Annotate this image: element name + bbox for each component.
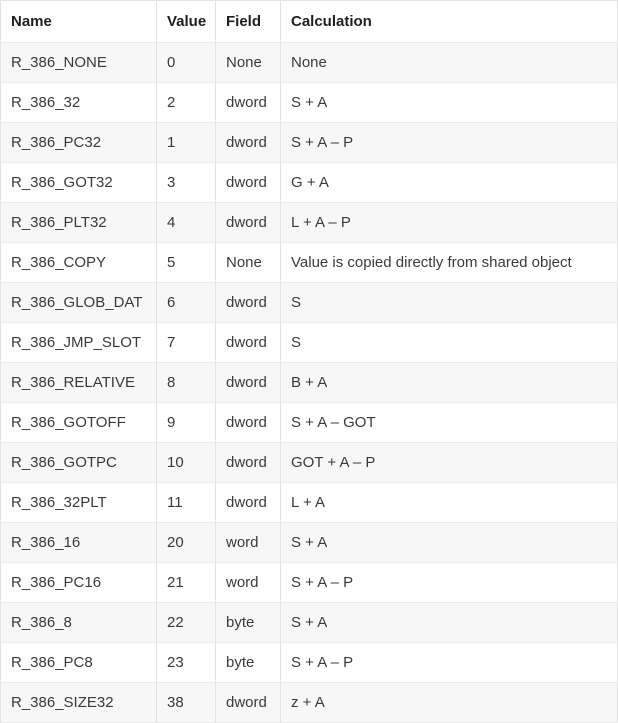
table-cell-value: 5 <box>157 243 216 283</box>
table-cell-field: None <box>216 243 281 283</box>
table-cell-field: dword <box>216 283 281 323</box>
table-row <box>1 83 618 123</box>
table-cell-calculation: S + A – P <box>281 123 618 163</box>
table-cell-name: R_386_PLT32 <box>1 203 157 243</box>
table-cell-calculation: S + A <box>281 603 618 643</box>
table-cell-calculation: S + A – P <box>281 563 618 603</box>
table-row <box>1 203 618 243</box>
table-cell-name: R_386_8 <box>1 603 157 643</box>
table-row <box>1 443 618 483</box>
table-row <box>1 43 618 83</box>
table-cell-value: 38 <box>157 683 216 723</box>
table-cell-name: R_386_GOT32 <box>1 163 157 203</box>
table-cell-field: dword <box>216 323 281 363</box>
table-cell-name: R_386_RELATIVE <box>1 363 157 403</box>
table-row <box>1 603 618 643</box>
table-row <box>1 123 618 163</box>
table-cell-field: dword <box>216 483 281 523</box>
table-cell-field: dword <box>216 123 281 163</box>
table-cell-value: 22 <box>157 603 216 643</box>
table-cell-field: dword <box>216 363 281 403</box>
table-cell-value: 21 <box>157 563 216 603</box>
table-cell-value: 23 <box>157 643 216 683</box>
table-cell-field: word <box>216 523 281 563</box>
table-cell-field: byte <box>216 643 281 683</box>
table-row <box>1 283 618 323</box>
table-cell-field: byte <box>216 603 281 643</box>
table-cell-value: 2 <box>157 83 216 123</box>
table-cell-name: R_386_PC8 <box>1 643 157 683</box>
table-cell-calculation: S + A <box>281 523 618 563</box>
table-cell-name: R_386_16 <box>1 523 157 563</box>
table-cell-value: 6 <box>157 283 216 323</box>
table-cell-field: word <box>216 563 281 603</box>
column-header-field: Field <box>216 1 281 43</box>
table-cell-field: dword <box>216 443 281 483</box>
table-cell-field: None <box>216 43 281 83</box>
table-cell-field: dword <box>216 163 281 203</box>
table-row <box>1 323 618 363</box>
table-cell-calculation: z + A <box>281 683 618 723</box>
table-row <box>1 563 618 603</box>
table-cell-field: dword <box>216 203 281 243</box>
table-row <box>1 243 618 283</box>
header-row <box>1 1 618 43</box>
table-cell-value: 4 <box>157 203 216 243</box>
table-cell-calculation: S + A <box>281 83 618 123</box>
table-cell-calculation: Value is copied directly from shared object <box>281 243 618 283</box>
table-cell-calculation: S <box>281 283 618 323</box>
table-cell-calculation: B + A <box>281 363 618 403</box>
table-cell-name: R_386_COPY <box>1 243 157 283</box>
column-header-value: Value <box>157 1 216 43</box>
table-cell-name: R_386_PC32 <box>1 123 157 163</box>
table-cell-name: R_386_JMP_SLOT <box>1 323 157 363</box>
table-cell-value: 11 <box>157 483 216 523</box>
table-cell-calculation: L + A <box>281 483 618 523</box>
table-cell-name: R_386_GOTOFF <box>1 403 157 443</box>
table-row <box>1 483 618 523</box>
table-header <box>1 1 618 43</box>
table-cell-calculation: S + A – P <box>281 643 618 683</box>
table-cell-field: dword <box>216 683 281 723</box>
column-header-calculation: Calculation <box>281 1 618 43</box>
table-row <box>1 403 618 443</box>
table-row <box>1 163 618 203</box>
table-cell-name: R_386_SIZE32 <box>1 683 157 723</box>
table-row <box>1 683 618 723</box>
table-cell-name: R_386_GLOB_DAT <box>1 283 157 323</box>
table-cell-value: 10 <box>157 443 216 483</box>
table-cell-name: R_386_GOTPC <box>1 443 157 483</box>
table-cell-calculation: G + A <box>281 163 618 203</box>
table-cell-name: R_386_PC16 <box>1 563 157 603</box>
table-cell-calculation: S + A – GOT <box>281 403 618 443</box>
table-row <box>1 523 618 563</box>
table-cell-calculation: GOT + A – P <box>281 443 618 483</box>
table-cell-field: dword <box>216 403 281 443</box>
table-row <box>1 643 618 683</box>
table-cell-value: 8 <box>157 363 216 403</box>
column-header-name: Name <box>1 1 157 43</box>
table-cell-name: R_386_32 <box>1 83 157 123</box>
table-cell-value: 7 <box>157 323 216 363</box>
table-cell-calculation: L + A – P <box>281 203 618 243</box>
table-cell-calculation: S <box>281 323 618 363</box>
table-cell-value: 0 <box>157 43 216 83</box>
table-cell-value: 20 <box>157 523 216 563</box>
table-cell-calculation: None <box>281 43 618 83</box>
table-cell-name: R_386_32PLT <box>1 483 157 523</box>
table-cell-value: 3 <box>157 163 216 203</box>
table-cell-name: R_386_NONE <box>1 43 157 83</box>
table-cell-value: 1 <box>157 123 216 163</box>
table-cell-field: dword <box>216 83 281 123</box>
table-cell-value: 9 <box>157 403 216 443</box>
table-row <box>1 363 618 403</box>
table-body <box>1 43 618 723</box>
